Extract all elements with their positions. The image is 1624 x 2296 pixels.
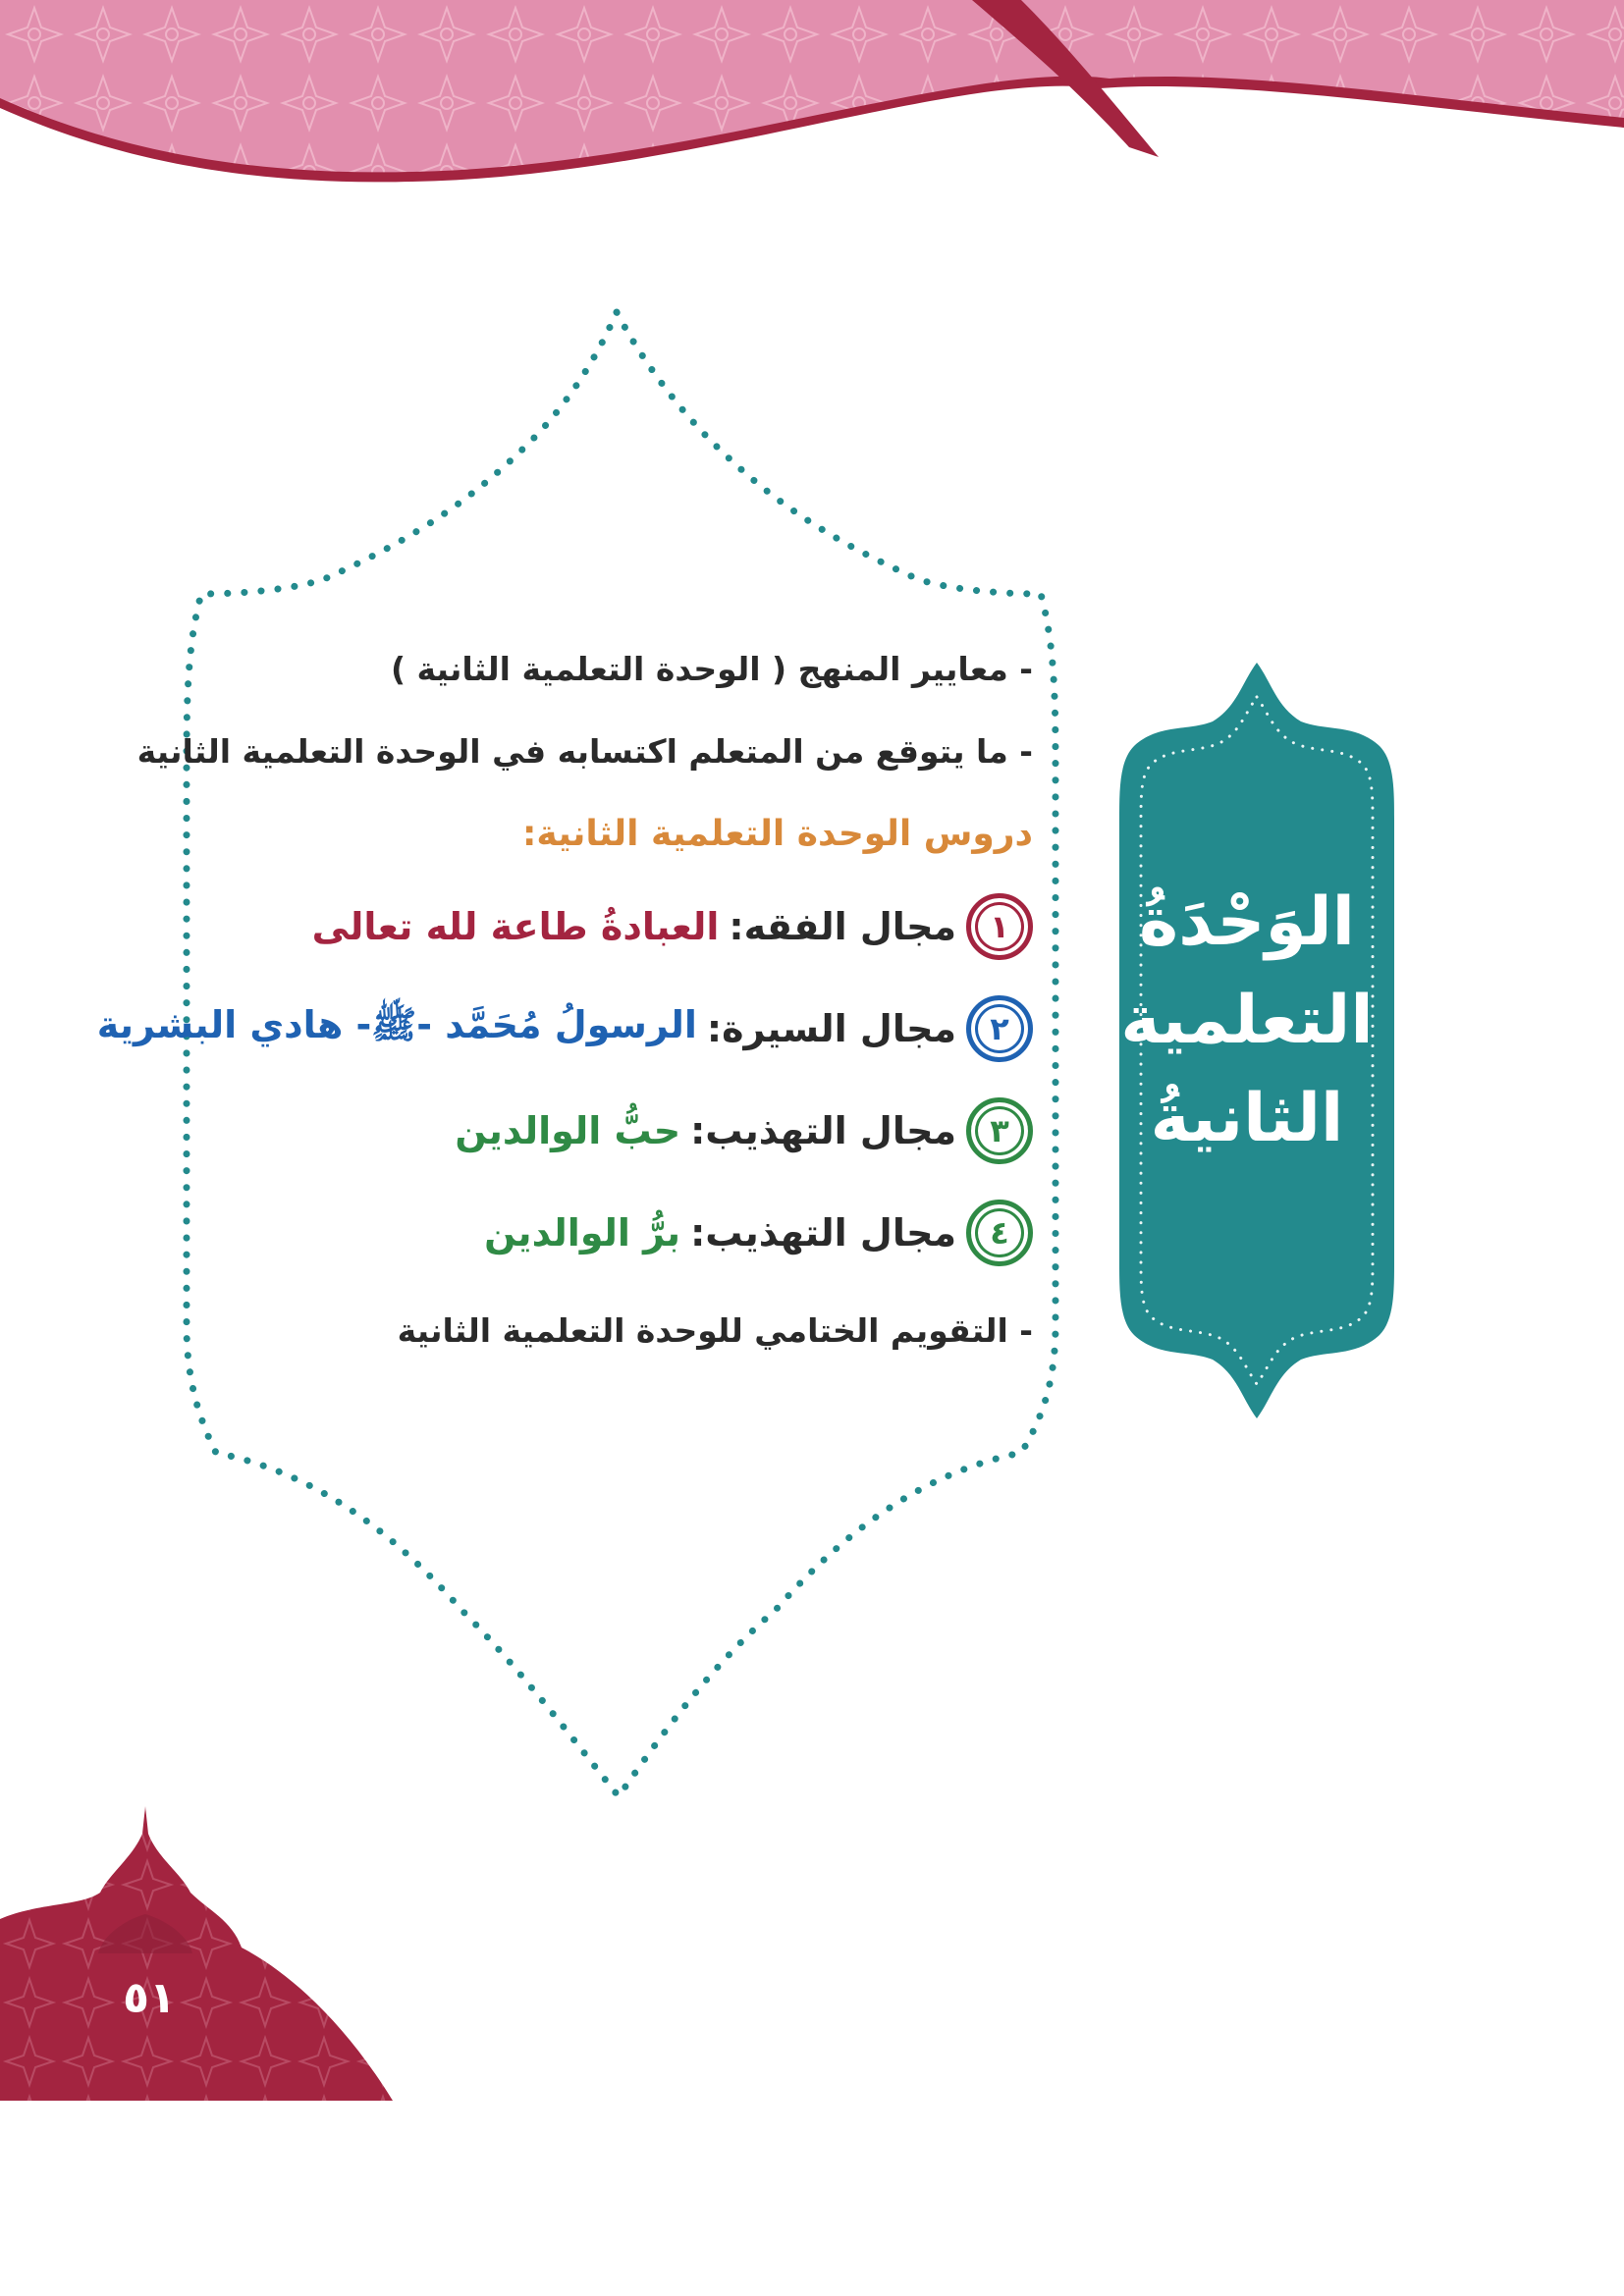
lesson-title: حبُّ الوالدين bbox=[455, 1109, 681, 1152]
lesson-title: برُّ الوالدين bbox=[484, 1211, 681, 1255]
lesson-field: مجال الفقه: bbox=[729, 905, 956, 948]
lesson-item-4 bbox=[228, 1182, 1033, 1284]
contents-item-final-assessment: - التقويم الختامي للوحدة التعلمية الثانية bbox=[397, 1311, 1033, 1350]
lesson-number-badge: ١ bbox=[966, 893, 1033, 960]
lesson-number-badge: ٣ bbox=[966, 1097, 1033, 1164]
lessons-heading: دروس الوحدة التعلمية الثانية: bbox=[521, 814, 1033, 854]
lesson-item-3 bbox=[228, 1080, 1033, 1182]
lesson-item-2 bbox=[96, 978, 1033, 1080]
lesson-field: مجال السيرة: bbox=[706, 1007, 956, 1050]
unit-badge-title bbox=[1100, 874, 1394, 1168]
badge-line-3: الثانيةُ bbox=[1150, 1080, 1344, 1157]
contents-item-standards: - معايير المنهج ( الوحدة التعلمية الثانية ) bbox=[390, 650, 1033, 688]
lesson-title: العبادةُ طاعة لله تعالى bbox=[311, 905, 720, 948]
contents-item-expectations: - ما يتوقع من المتعلم اكتسابه في الوحدة التعلمية الثانية bbox=[136, 732, 1033, 771]
lesson-number-badge: ٢ bbox=[966, 995, 1033, 1062]
lesson-field: مجال التهذيب: bbox=[690, 1211, 956, 1255]
lesson-item-1 bbox=[228, 876, 1033, 978]
lesson-number-badge: ٤ bbox=[966, 1200, 1033, 1266]
bottom-dome-decoration bbox=[0, 1796, 432, 2101]
badge-line-1: الوَحْدَةُ bbox=[1139, 883, 1355, 961]
lesson-title: الرسولُ مُحَمَّد -ﷺ- هادي البشرية bbox=[96, 1002, 697, 1046]
page-number: ٥١ bbox=[123, 1973, 176, 2023]
unit-contents bbox=[96, 628, 1033, 1372]
badge-line-2: التعلمية bbox=[1120, 982, 1374, 1059]
lesson-field: مجال التهذيب: bbox=[690, 1109, 956, 1152]
